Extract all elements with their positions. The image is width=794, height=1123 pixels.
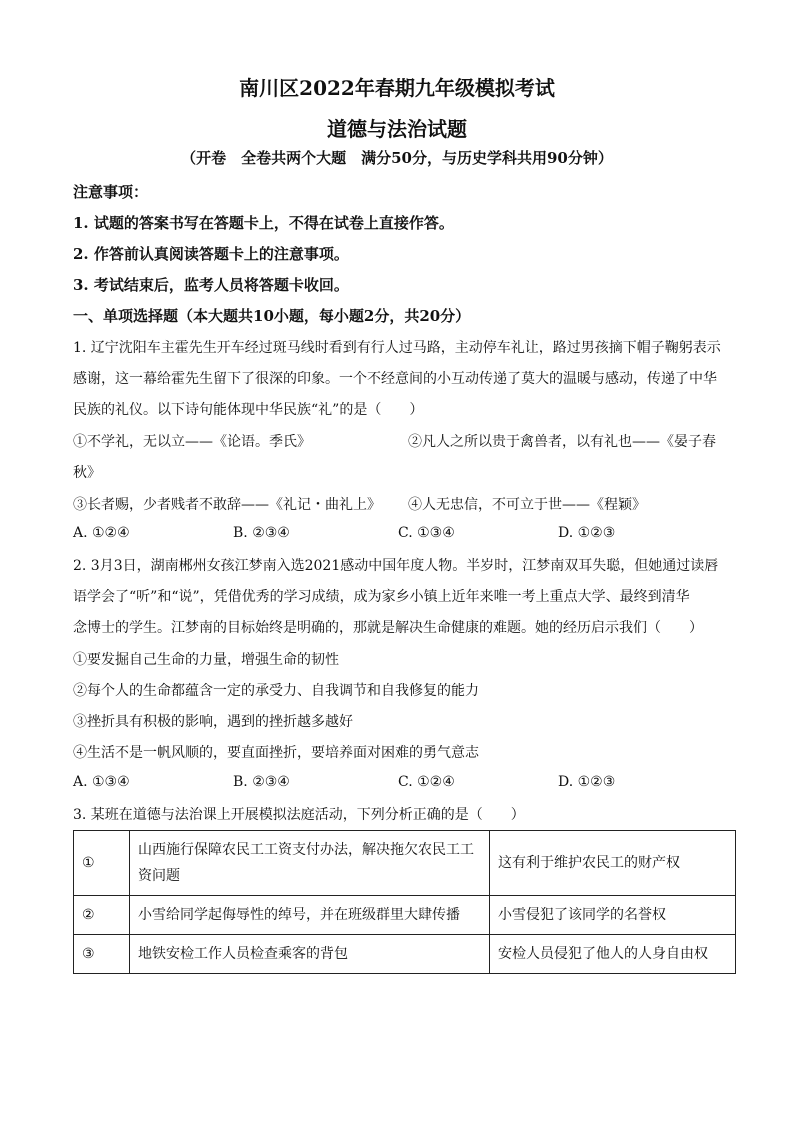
question-1-option: B. ②③④: [233, 525, 290, 541]
question-1-text: 1. 辽宁沈阳车主霍先生开车经过斑马线时看到有行人过马路，主动停车礼让，路过男孩摘下帽子鞠躬表示: [73, 340, 721, 356]
notice-heading: 注意事项：: [73, 183, 149, 201]
question-2-statement: ①要发掘自己生命的力量，增强生命的韧性: [73, 652, 339, 668]
question-1-statement: ③长者赐，少者贱者不敢辞——《礼记・曲礼上》: [73, 497, 381, 513]
table-cell-event: 地铁安检工作人员检查乘客的背包: [130, 935, 490, 974]
question-3-table: [73, 830, 736, 974]
question-2-text: 2. 3月3日，湖南郴州女孩江梦南入选2021感动中国年度人物。半岁时，江梦南双耳失聪，但她通过读唇: [73, 558, 719, 574]
table-cell-analysis: 安检人员侵犯了他人的人身自由权: [490, 935, 736, 974]
question-1-statement: ②凡人之所以贵于禽兽者，以有礼也——《晏子春: [408, 434, 716, 450]
exam-title: 南川区2022年春期九年级模拟考试: [239, 76, 555, 100]
table-cell-number: ③: [74, 935, 130, 974]
table-row: [74, 896, 736, 935]
table-cell-event: 小雪给同学起侮辱性的绰号，并在班级群里大肆传播: [130, 896, 490, 935]
question-2-option: A. ①③④: [73, 774, 130, 790]
question-2-option: B. ②③④: [233, 774, 290, 790]
table-cell-analysis: 这有利于维护农民工的财产权: [490, 831, 736, 896]
question-1-statement: ④人无忠信，不可立于世——《程颖》: [408, 497, 646, 513]
question-1-statement: ①不学礼，无以立——《论语。季氏》: [73, 434, 311, 450]
table-row: [74, 935, 736, 974]
question-2-text: 语学会了“听”和“说”，凭借优秀的学习成绩，成为家乡小镇上近年来唯一考上重点大学、最终到清华: [73, 589, 690, 605]
question-2-statement: ②每个人的生命都蕴含一定的承受力、自我调节和自我修复的能力: [73, 683, 479, 699]
question-1-option: A. ①②④: [73, 525, 130, 541]
notice-item: 2. 作答前认真阅读答题卡上的注意事项。: [73, 245, 349, 263]
question-2-text: 念博士的学生。江梦南的目标始终是明确的，那就是解决生命健康的难题。她的经历启示我们（ ）: [73, 620, 703, 636]
section-heading: 一、单项选择题（本大题共10小题，每小题2分，共20分）: [73, 307, 471, 325]
question-1-option: C. ①③④: [398, 525, 455, 541]
table-cell-number: ②: [74, 896, 130, 935]
question-2-statement: ④生活不是一帆风顺的，要直面挫折，要培养面对困难的勇气意志: [73, 745, 479, 761]
question-1-text: 感谢，这一幕给霍先生留下了很深的印象。一个不经意间的小互动传递了莫大的温暖与感动，传递了中华: [73, 371, 717, 387]
subject-title: 道德与法治试题: [327, 117, 467, 141]
question-2-statement: ③挫折具有积极的影响，遇到的挫折越多越好: [73, 714, 353, 730]
notice-item: 3. 考试结束后，监考人员将答题卡收回。: [73, 276, 349, 294]
question-3-text: 3. 某班在道德与法治课上开展模拟法庭活动，下列分析正确的是（ ）: [73, 807, 525, 823]
question-2-option: C. ①②④: [398, 774, 455, 790]
question-1-text: 民族的礼仪。以下诗句能体现中华民族“礼”的是（ ）: [73, 402, 424, 418]
notice-item: 1. 试题的答案书写在答题卡上，不得在试卷上直接作答。: [73, 214, 454, 232]
table-row: [74, 831, 736, 896]
question-1-statement: 秋》: [73, 465, 101, 481]
table-cell-event: 山西施行保障农民工工资支付办法，解决拖欠农民工工资问题: [130, 831, 490, 896]
table-cell-number: ①: [74, 831, 130, 896]
exam-note: （开卷 全卷共两个大题 满分50分，与历史学科共用90分钟）: [181, 149, 613, 167]
question-1-option: D. ①②③: [558, 525, 616, 541]
table-cell-analysis: 小雪侵犯了该同学的名誉权: [490, 896, 736, 935]
question-2-option: D. ①②③: [558, 774, 616, 790]
